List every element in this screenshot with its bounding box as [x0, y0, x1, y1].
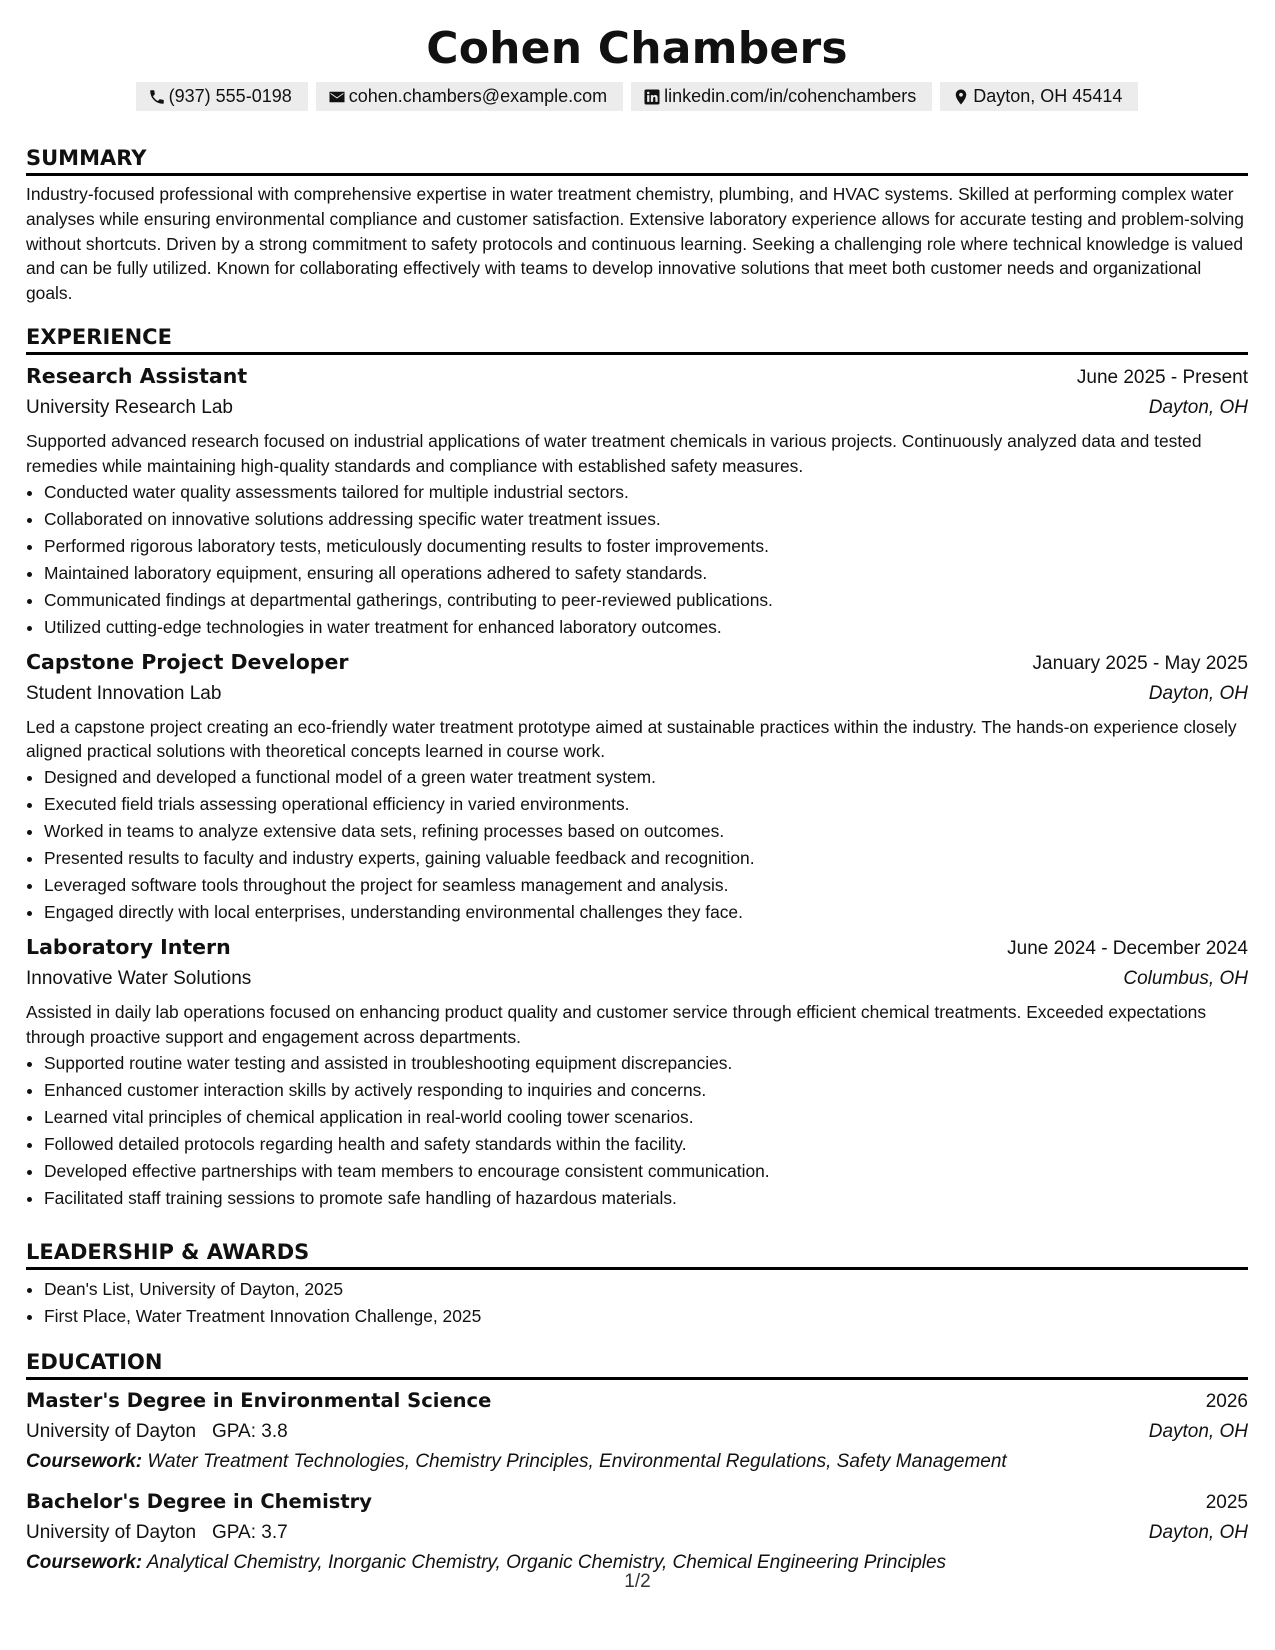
job-organization: Innovative Water Solutions: [26, 968, 252, 990]
summary-section: [26, 146, 1248, 306]
experience-section: [26, 325, 1248, 1212]
gpa: GPA: 3.7: [212, 1522, 288, 1543]
education-entry: [26, 1487, 1248, 1578]
list-item: • Maintained laboratory equipment, ensuring all operations adhered to safety standards.: [44, 560, 1248, 587]
contact-email[interactable]: [316, 82, 623, 111]
job-entry: [26, 647, 1248, 927]
list-item: • Presented results to faculty and industry experts, gaining valuable feedback and recognition.: [44, 845, 1248, 872]
school-location: Dayton, OH: [1148, 1421, 1248, 1442]
list-item: • Designed and developed a functional model of a green water treatment system.: [44, 764, 1248, 791]
job-title: Laboratory Intern: [26, 935, 231, 960]
degree-title: Bachelor's Degree in Chemistry: [26, 1490, 373, 1513]
coursework: [26, 1447, 1248, 1477]
list-item: • Supported routine water testing and assisted in troubleshooting equipment discrepancies.: [44, 1050, 1248, 1077]
list-item: • Leveraged software tools throughout the project for seamless management and analysis.: [44, 872, 1248, 899]
job-description: Led a capstone project creating an eco-friendly water treatment prototype aimed at sustainable practices within the industry. The hands-on experience closely aligned practical solutions with theoretical concepts learned in course work.: [26, 716, 1237, 762]
list-item: • Engaged directly with local enterprises, understanding environmental challenges they face.: [44, 899, 1248, 926]
phone-text: (937) 555-0198: [168, 86, 292, 106]
coursework-label: Coursework:: [26, 1451, 143, 1472]
list-item: • Enhanced customer interaction skills by actively responding to inquiries and concerns.: [44, 1077, 1248, 1104]
list-item: • Conducted water quality assessments tailored for multiple industrial sectors.: [44, 479, 1248, 506]
list-item: • Developed effective partnerships with team members to encourage consistent communication.: [44, 1158, 1248, 1185]
envelope-icon: [328, 88, 346, 106]
location-text: Dayton, OH 45414: [973, 86, 1123, 106]
coursework-label: Coursework:: [26, 1552, 143, 1573]
degree-year: 2026: [1205, 1391, 1248, 1412]
awards-list: [26, 1276, 1248, 1330]
job-title: Research Assistant: [26, 364, 248, 388]
job-dates: June 2024 - December 2024: [1007, 938, 1248, 960]
coursework-list: Water Treatment Technologies, Chemistry Principles, Environmental Regulations, Safety Management: [147, 1451, 1007, 1472]
job-description: Supported advanced research focused on industrial applications of water treatment chemicals in various projects. Continuously analyzed data and tested remedies while maintaining high-quality standards and compliance with established safety measures.: [26, 431, 1202, 476]
school-location: Dayton, OH: [1148, 1522, 1248, 1543]
contact-bar: [26, 82, 1248, 111]
school-name: University of Dayton: [26, 1522, 197, 1543]
resume-page: [26, 0, 1248, 1573]
job-location: Columbus, OH: [1123, 968, 1248, 990]
list-item: • Executed field trials assessing operational efficiency in varied environments.: [44, 791, 1248, 818]
list-item: • Utilized cutting-edge technologies in water treatment for enhanced laboratory outcomes.: [44, 614, 1248, 641]
education-heading: EDUCATION: [26, 1350, 1248, 1380]
list-item: • Communicated findings at departmental gatherings, contributing to peer-reviewed publications.: [44, 587, 1248, 614]
contact-location: [940, 82, 1138, 111]
map-pin-icon: [952, 88, 970, 106]
list-item: • Learned vital principles of chemical application in real-world cooling tower scenarios.: [44, 1104, 1248, 1131]
summary-text: Industry-focused professional with comprehensive expertise in water treatment chemistry, plumbing, and HVAC systems. Skilled at performing complex water analyses while ensuring environmental compliance and customer satisfaction. Extensive laboratory experience allows for accurate testing and problem-solving without shortcuts. Driven by a strong commitment to safety protocols and continuous learning. Seeking a challenging role where technical knowledge is valued and can be fully utilized. Known for collaborating effectively with teams to develop innovative solutions that meet both customer needs and organizational goals.: [26, 184, 1244, 304]
leadership-section: [26, 1240, 1248, 1330]
job-bullets: [26, 1050, 1248, 1212]
job-organization: University Research Lab: [26, 397, 233, 418]
experience-heading: EXPERIENCE: [26, 325, 1248, 355]
summary-heading: SUMMARY: [26, 146, 1248, 176]
list-item: • Worked in teams to analyze extensive data sets, refining processes based on outcomes.: [44, 818, 1248, 845]
job-location: Dayton, OH: [1148, 397, 1248, 418]
degree-title: Master's Degree in Environmental Science: [26, 1389, 492, 1412]
list-item: • Dean's List, University of Dayton, 2025: [44, 1276, 1248, 1303]
job-title: Capstone Project Developer: [26, 649, 349, 674]
page-number: 1/2: [624, 1571, 651, 1592]
job-description: Assisted in daily lab operations focused on enhancing product quality and customer service through efficient chemical treatments. Exceeded expectations through proactive support and engagement across departments.: [26, 1002, 1207, 1047]
job-entry: [26, 932, 1248, 1212]
job-entry: [26, 361, 1248, 641]
phone-icon: [148, 88, 166, 106]
job-dates: June 2025 - Present: [1076, 367, 1248, 388]
candidate-name: Cohen Chambers: [426, 23, 848, 74]
list-item: • Performed rigorous laboratory tests, meticulously documenting results to foster improvements.: [44, 533, 1248, 560]
job-location: Dayton, OH: [1148, 682, 1248, 704]
list-item: • Collaborated on innovative solutions addressing specific water treatment issues.: [44, 506, 1248, 533]
job-bullets: [26, 764, 1248, 926]
job-bullets: [26, 479, 1248, 641]
list-item: • First Place, Water Treatment Innovation Challenge, 2025: [44, 1303, 1248, 1330]
contact-phone[interactable]: [136, 82, 308, 111]
job-dates: January 2025 - May 2025: [1032, 652, 1248, 674]
leadership-heading: LEADERSHIP & AWARDS: [26, 1240, 1248, 1270]
school-name: University of Dayton: [26, 1421, 197, 1442]
education-entry: [26, 1386, 1248, 1477]
linkedin-text: linkedin.com/in/cohenchambers: [664, 86, 917, 106]
education-section: [26, 1350, 1248, 1578]
list-item: • Facilitated staff training sessions to promote safe handling of hazardous materials.: [44, 1185, 1248, 1212]
list-item: • Followed detailed protocols regarding health and safety standards within the facility.: [44, 1131, 1248, 1158]
contact-linkedin[interactable]: [631, 82, 932, 111]
degree-year: 2025: [1205, 1492, 1248, 1513]
gpa: GPA: 3.8: [212, 1421, 288, 1442]
email-text: cohen.chambers@example.com: [348, 86, 608, 106]
linkedin-icon: [643, 88, 661, 106]
job-organization: Student Innovation Lab: [26, 682, 222, 704]
coursework-list: Analytical Chemistry, Inorganic Chemistry, Organic Chemistry, Chemical Engineering Principles: [146, 1552, 947, 1573]
